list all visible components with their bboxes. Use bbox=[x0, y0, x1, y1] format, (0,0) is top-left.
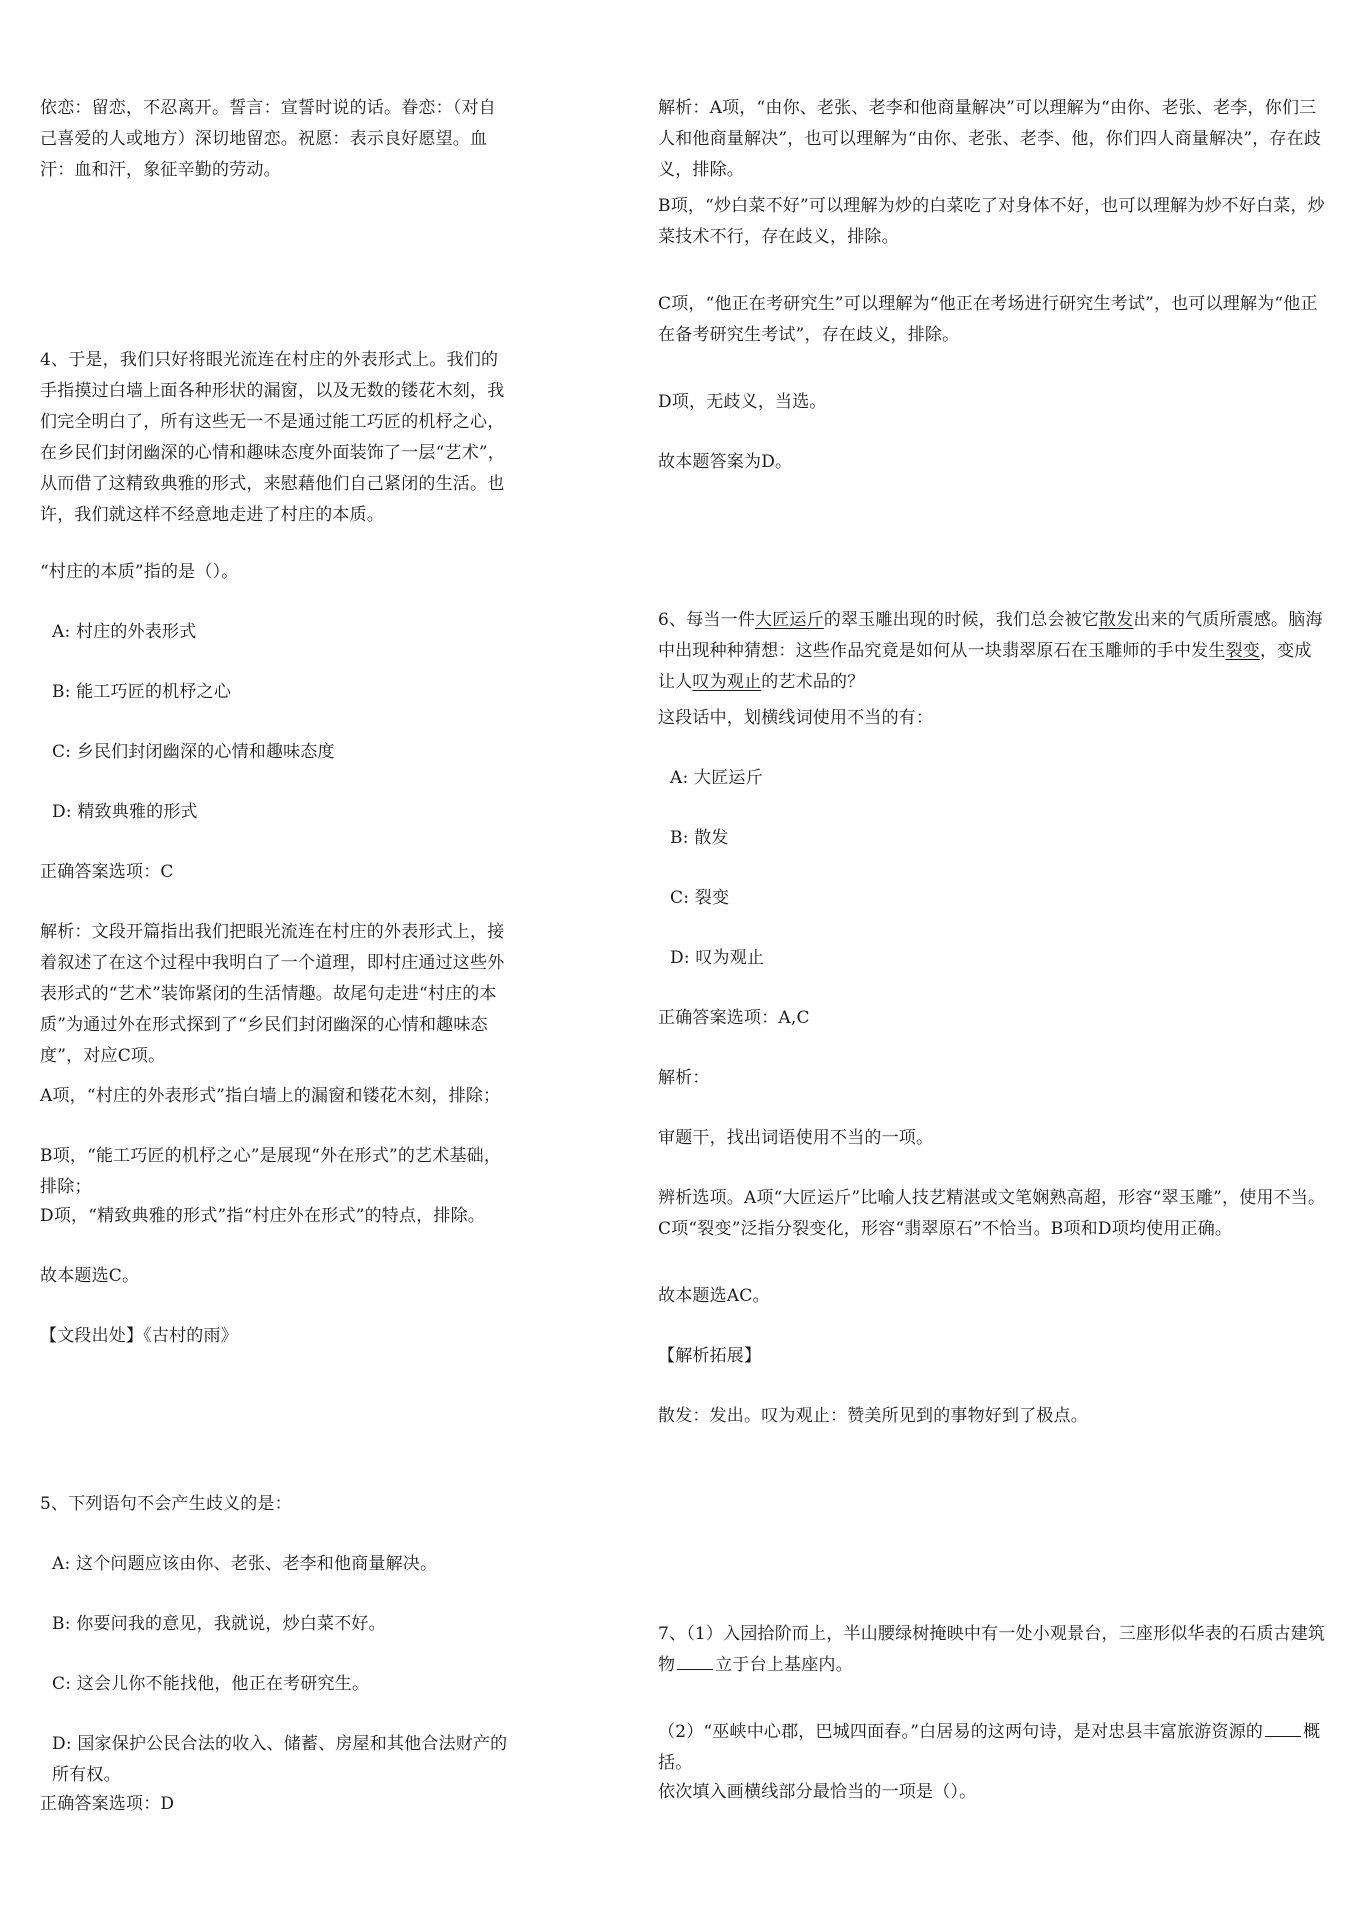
q5-option-c: C: 这会儿你不能找他，他正在考研究生。 bbox=[52, 1674, 370, 1694]
q5-analysis-b: B项，“炒白菜不好”可以理解为炒的白菜吃了对身体不好，也可以理解为炒不好白菜，炒菜技术不行，存在歧义，排除。 bbox=[658, 196, 1325, 247]
q6-text-2: 的翠玉雕出现的时候，我们总会被它 bbox=[823, 610, 1100, 630]
q6-conclusion: 故本题选AC。 bbox=[658, 1286, 770, 1306]
q6-underlined-term-1: 大匠运斤 bbox=[755, 610, 824, 630]
q6-option-d: D: 叹为观止 bbox=[670, 948, 765, 968]
q5-analysis-d: D项，无歧义，当选。 bbox=[658, 392, 827, 412]
q4-question: “村庄的本质”指的是（）。 bbox=[40, 562, 239, 582]
q5-analysis-a: 解析：A项，“由你、老张、老李和他商量解决”可以理解为“由你、老张、老李，你们三人和他商量解决”，也可以理解为“由你、老张、老李、他，你们四人商量解决”，存在歧义，排除。 bbox=[658, 98, 1322, 180]
q5-option-d: D: 国家保护公民合法的收入、储蓄、房屋和其他合法财产的所有权。 bbox=[52, 1734, 508, 1785]
q7-sentence-2 bbox=[658, 1717, 1326, 1779]
q4-analysis-d: D项，“精致典雅的形式”指“村庄外在形式”的特点，排除。 bbox=[40, 1206, 485, 1226]
q5-option-b: B: 你要问我的意见，我就说，炒白菜不好。 bbox=[52, 1614, 386, 1634]
q7-sentence-2-start: （2）“巫峡中心郡，巴城四面春。”白居易的这两句诗，是对忠县丰富旅游资源的 bbox=[658, 1722, 1264, 1742]
q6-option-a: A: 大匠运斤 bbox=[670, 768, 763, 788]
q6-extension-body: 散发：发出。叹为观止：赞美所见到的事物好到了极点。 bbox=[658, 1406, 1088, 1426]
q4-option-d: D: 精致典雅的形式 bbox=[52, 802, 198, 822]
q4-passage: 4、于是，我们只好将眼光流连在村庄的外表形式上。我们的手指摸过白墙上面各种形状的漏窗，以及无数的镂花木刻，我们完全明白了，所有这些无一不是通过能工巧匠的机杼之心，在乡民们封闭幽深的心情和趣味态度外面装饰了一层“艺术”，从而借了这精致典雅的形式，来慰藉他们自己紧闭的生活。也许，我们就这样不经意地走进了村庄的本质。 bbox=[40, 350, 505, 525]
q5-option-a: A: 这个问题应该由你、老张、老李和他商量解决。 bbox=[52, 1554, 438, 1574]
q4-option-b: B: 能工巧匠的机杼之心 bbox=[52, 682, 232, 702]
q4-answer: 正确答案选项：C bbox=[40, 862, 174, 882]
q7-question: 依次填入画横线部分最恰当的一项是（）。 bbox=[658, 1782, 977, 1802]
q4-source: 【文段出处】《古村的雨》 bbox=[40, 1326, 238, 1346]
q6-option-b: B: 散发 bbox=[670, 828, 729, 848]
q6-underlined-term-4: 叹为观止 bbox=[692, 672, 762, 692]
q4-analysis: 解析：文段开篇指出我们把眼光流连在村庄的外表形式上，接着叙述了在这个过程中我明白了一个道理，即村庄通过这些外表形式的“艺术”装饰紧闭的生活情趣。故尾句走进“村庄的本质”为通过外在形式探到了“乡民们封闭幽深的心情和趣味态度”，对应C项。 bbox=[40, 922, 505, 1066]
q4-option-a: A: 村庄的外表形式 bbox=[52, 622, 197, 642]
q7-blank-2 bbox=[1265, 1721, 1301, 1737]
q6-text-4: ，变成让人 bbox=[658, 641, 1312, 692]
q6-extension-title: 【解析拓展】 bbox=[658, 1346, 762, 1366]
q5-analysis-c: C项，“他正在考研究生”可以理解为“他正在考场进行研究生考试”，也可以理解为“他正在备考研究生考试”，存在歧义，排除。 bbox=[658, 294, 1318, 345]
q6-question: 这段话中，划横线词使用不当的有： bbox=[658, 708, 934, 728]
q6-text-5: 的艺术品的？ bbox=[761, 672, 865, 692]
q6-option-c: C: 裂变 bbox=[670, 888, 730, 908]
q4-analysis-a: A项，“村庄的外表形式”指白墙上的漏窗和镂花木刻，排除； bbox=[40, 1086, 501, 1106]
q6-analysis-label: 解析： bbox=[658, 1068, 710, 1088]
q3-definitions: 依恋：留恋，不忍离开。誓言：宣誓时说的话。眷恋：（对自己喜爱的人或地方）深切地留恋。祝愿：表示良好愿望。血汗：血和汗，象征辛勤的劳动。 bbox=[40, 98, 496, 180]
q6-passage bbox=[658, 605, 1326, 698]
q6-text-3: 出来的气质所震感。脑海中出现种种猜想：这些作品究竟是如何从一块翡翠原石在玉雕师的手中发生 bbox=[658, 610, 1323, 661]
q7-sentence-1 bbox=[658, 1619, 1326, 1681]
q6-discern: 辨析选项。A项“大匠运斤”比喻人技艺精湛或文笔娴熟高超，形容“翠玉雕”，使用不当。C项“裂变”泛指分裂变化，形容“翡翠原石”不恰当。B项和D项均使用正确。 bbox=[658, 1188, 1326, 1239]
q7-blank-1 bbox=[677, 1654, 713, 1670]
q4-conclusion: 故本题选C。 bbox=[40, 1266, 140, 1286]
q7-sentence-2-end: 概括。 bbox=[658, 1722, 1321, 1773]
q5-conclusion: 故本题答案为D。 bbox=[658, 452, 793, 472]
q6-underlined-term-2: 散发 bbox=[1099, 610, 1134, 630]
q6-answer: 正确答案选项：A,C bbox=[658, 1008, 810, 1028]
q7-sentence-1-end: 立于台上基座内。 bbox=[715, 1655, 853, 1675]
q4-option-c: C: 乡民们封闭幽深的心情和趣味态度 bbox=[52, 742, 335, 762]
q7-sentence-1-start: 7、（1）入园拾阶而上，半山腰绿树掩映中有一处小观景台，三座形似华表的石质古建筑物 bbox=[658, 1624, 1326, 1675]
q5-question: 5、下列语句不会产生歧义的是： bbox=[40, 1494, 292, 1514]
q6-review: 审题干，找出词语使用不当的一项。 bbox=[658, 1128, 934, 1148]
q6-text-1: 6、每当一件 bbox=[658, 610, 756, 630]
q4-analysis-b: B项，“能工巧匠的机杼之心”是展现“外在形式”的艺术基础，排除； bbox=[40, 1146, 502, 1197]
q5-answer: 正确答案选项：D bbox=[40, 1794, 175, 1814]
q6-underlined-term-3: 裂变 bbox=[1225, 641, 1261, 661]
